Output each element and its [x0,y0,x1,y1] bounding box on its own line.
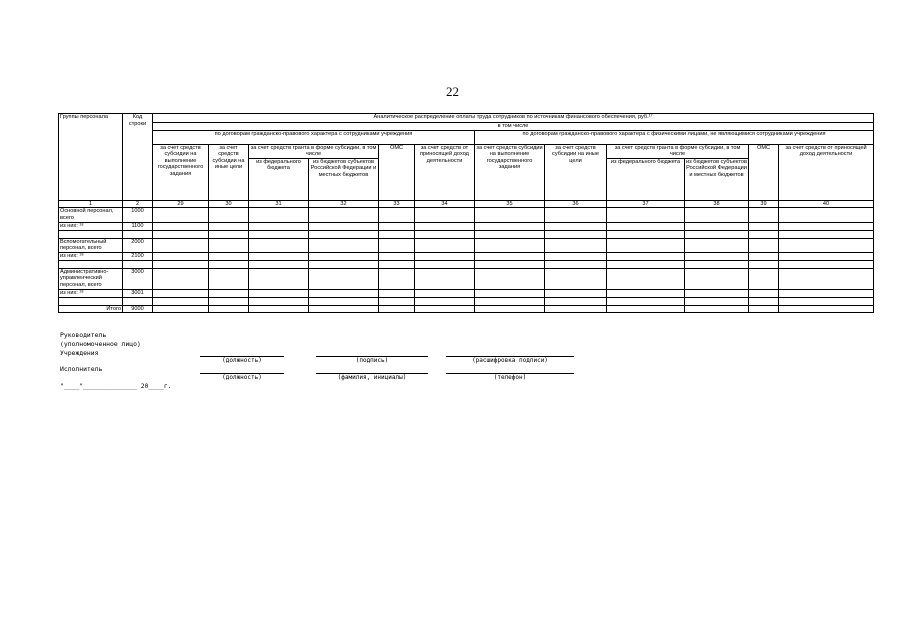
col-number: 31 [249,200,309,208]
value-cell[interactable] [379,230,415,238]
value-cell[interactable] [475,268,545,289]
value-cell[interactable] [249,238,309,252]
value-cell[interactable] [749,289,779,297]
value-cell[interactable] [415,252,475,260]
value-cell[interactable] [779,252,874,260]
value-cell[interactable] [249,230,309,238]
value-cell[interactable] [209,268,249,289]
row-code: 1100 [123,222,153,230]
value-cell[interactable] [415,238,475,252]
value-cell[interactable] [607,260,685,268]
value-cell[interactable] [249,208,309,222]
value-cell[interactable] [749,268,779,289]
value-cell[interactable] [685,289,749,297]
value-cell[interactable] [475,305,545,313]
table-row [59,305,874,313]
table-row [59,208,874,222]
value-cell[interactable] [779,305,874,313]
value-cell[interactable] [607,222,685,230]
value-cell[interactable] [153,268,209,289]
table-row [59,268,874,289]
value-cell[interactable] [379,222,415,230]
value-cell[interactable] [153,305,209,313]
row-code [123,230,153,238]
row-code: 2000 [123,238,153,252]
caption-position: (должность) [222,357,262,364]
value-cell[interactable] [685,222,749,230]
value-cell[interactable] [209,297,249,305]
value-cell[interactable] [545,238,607,252]
table-row [59,289,874,297]
value-cell[interactable] [415,268,475,289]
col2-oms: ОМС [749,144,779,200]
value-cell[interactable] [685,208,749,222]
col-number: 36 [545,200,607,208]
value-cell[interactable] [685,297,749,305]
value-cell[interactable] [309,230,379,238]
value-cell[interactable] [209,230,249,238]
value-cell[interactable] [749,230,779,238]
col-number: 29 [153,200,209,208]
value-cell[interactable] [379,297,415,305]
value-cell[interactable] [749,208,779,222]
value-cell[interactable] [249,260,309,268]
col2-federal: из федерального бюджета [607,158,685,200]
table-row [59,297,874,305]
row-label: из них: ¹⁸ [59,222,123,230]
col-number: 35 [475,200,545,208]
value-cell[interactable] [415,230,475,238]
value-cell[interactable] [749,260,779,268]
col-subsidy-other: за счет средств субсидии на иные цели [209,144,249,200]
value-cell[interactable] [475,230,545,238]
value-cell[interactable] [153,222,209,230]
value-cell[interactable] [545,208,607,222]
table-row [59,238,874,252]
value-cell[interactable] [779,260,874,268]
value-cell[interactable] [475,260,545,268]
row-label [59,260,123,268]
value-cell[interactable] [779,230,874,238]
value-cell[interactable] [475,297,545,305]
header-analytic: Аналитическое распределение оплаты труда сотрудников по источникам финансового обеспечения, руб.¹⁷ [153,114,874,123]
value-cell[interactable] [685,230,749,238]
value-cell[interactable] [379,268,415,289]
value-cell[interactable] [475,238,545,252]
value-cell[interactable] [309,289,379,297]
value-cell[interactable] [749,297,779,305]
value-cell[interactable] [209,238,249,252]
value-cell[interactable] [415,222,475,230]
row-label: Вспомогательный персонал, всего [59,238,123,252]
col-regional: из бюджетов субъектов Российской Федерации и местных бюджетов [309,158,379,200]
value-cell[interactable] [545,222,607,230]
value-cell[interactable] [249,305,309,313]
value-cell[interactable] [779,222,874,230]
value-cell[interactable] [153,208,209,222]
value-cell[interactable] [309,260,379,268]
value-cell[interactable] [415,289,475,297]
value-cell[interactable] [209,222,249,230]
row-label: Основной персонал, всего [59,208,123,222]
value-cell[interactable] [153,230,209,238]
value-cell[interactable] [779,268,874,289]
value-cell[interactable] [309,208,379,222]
value-cell[interactable] [685,305,749,313]
header-civil-employees: по договорам гражданско-правового характера с сотрудниками учреждения [153,130,475,144]
value-cell[interactable] [545,268,607,289]
value-cell[interactable] [685,238,749,252]
value-cell[interactable] [607,268,685,289]
value-cell[interactable] [153,260,209,268]
row-label [59,230,123,238]
col-number: 30 [209,200,249,208]
table-row [59,230,874,238]
value-cell[interactable] [607,238,685,252]
value-cell[interactable] [415,260,475,268]
report-table [58,113,874,313]
value-cell[interactable] [749,252,779,260]
value-cell[interactable] [379,208,415,222]
row-label [59,297,123,305]
col-number: 33 [379,200,415,208]
col2-grant: за счет средств гранта в форме субсидии, в том числе [607,144,749,158]
value-cell[interactable] [209,260,249,268]
value-cell[interactable] [475,252,545,260]
value-cell[interactable] [249,297,309,305]
value-cell[interactable] [379,289,415,297]
col2-subsidy-task: за счет средств субсидии на выполнение государственного задания [475,144,545,200]
col2-regional: из бюджетов субъектов Российской Федерации и местных бюджетов [685,158,749,200]
table-row [59,260,874,268]
value-cell[interactable] [607,230,685,238]
row-code: 2100 [123,252,153,260]
col-number: 38 [685,200,749,208]
value-cell[interactable] [545,305,607,313]
value-cell[interactable] [309,305,379,313]
value-cell[interactable] [779,289,874,297]
col-grant: за счет средств гранта в форме субсидии, в том числе [249,144,379,158]
row-label: из них: ¹⁸ [59,289,123,297]
value-cell[interactable] [415,297,475,305]
table-row [59,222,874,230]
value-cell[interactable] [415,208,475,222]
value-cell[interactable] [749,222,779,230]
value-cell[interactable] [475,222,545,230]
value-cell[interactable] [545,252,607,260]
col-oms: ОМС [379,144,415,200]
value-cell[interactable] [153,297,209,305]
row-label: Административно-управленческий персонал, всего [59,268,123,289]
value-cell[interactable] [749,305,779,313]
col-income: за счет средств от приносящей доход деятельности [415,144,475,200]
header-civil-persons: по договорам гражданско-правового характера с физическими лицами, не являющимися сотрудниками учреждения [475,130,874,144]
value-cell[interactable] [209,305,249,313]
value-cell[interactable] [607,208,685,222]
value-cell[interactable] [309,252,379,260]
row-label: из них: ¹⁸ [59,252,123,260]
value-cell[interactable] [749,238,779,252]
value-cell[interactable] [545,297,607,305]
value-cell[interactable] [379,252,415,260]
value-cell[interactable] [249,268,309,289]
value-cell[interactable] [209,208,249,222]
value-cell[interactable] [685,268,749,289]
row-code: 3000 [123,268,153,289]
col-number: 32 [309,200,379,208]
footer-head-3: Учреждения [60,349,99,357]
value-cell[interactable] [607,305,685,313]
page-number: 22 [446,84,459,99]
caption-position-2: (должность) [222,374,262,381]
value-cell[interactable] [209,289,249,297]
value-cell[interactable] [309,268,379,289]
value-cell[interactable] [209,252,249,260]
value-cell[interactable] [545,289,607,297]
row-code [123,297,153,305]
value-cell[interactable] [607,289,685,297]
value-cell[interactable] [607,297,685,305]
footer-head-2: (уполномоченное лицо) [60,340,141,348]
col-number: 39 [749,200,779,208]
value-cell[interactable] [545,260,607,268]
row-code: 3001 [123,289,153,297]
value-cell[interactable] [249,222,309,230]
col2-income: за счет средств от приносящей доход деятельности [779,144,874,200]
caption-decoding: (расшифровка подписи) [472,357,548,364]
value-cell[interactable] [153,252,209,260]
footer-head-1: Руководитель [60,331,107,339]
value-cell[interactable] [779,238,874,252]
col2-subsidy-other: за счет средств субсидии на иные цели [545,144,607,200]
value-cell[interactable] [685,260,749,268]
value-cell[interactable] [379,238,415,252]
col-number: 1 [59,200,123,208]
col-number: 37 [607,200,685,208]
col-subsidy-task: за счет средств субсидии на выполнение государственного задания [153,144,209,200]
date-line: "____"______________ 20____г. [60,382,172,390]
value-cell[interactable] [685,252,749,260]
table-row [59,252,874,260]
value-cell[interactable] [309,238,379,252]
row-code: 9000 [123,305,153,313]
value-cell[interactable] [475,289,545,297]
value-cell[interactable] [475,208,545,222]
value-cell[interactable] [779,297,874,305]
caption-phone: (телефон) [493,374,527,381]
value-cell[interactable] [309,297,379,305]
caption-signature: (подпись) [355,357,389,364]
col-federal: из федерального бюджета [249,158,309,200]
value-cell[interactable] [779,208,874,222]
header-including: в том числе [153,123,874,131]
value-cell[interactable] [249,252,309,260]
col-number: 2 [123,200,153,208]
value-cell[interactable] [153,289,209,297]
row-label: Итого [59,305,123,313]
value-cell[interactable] [415,305,475,313]
col-number: 34 [415,200,475,208]
row-code: 1000 [123,208,153,222]
row-code [123,260,153,268]
value-cell[interactable] [379,305,415,313]
caption-fio: (фамилия, инициалы) [337,374,407,381]
header-group: Группы персонала [59,114,123,201]
value-cell[interactable] [309,222,379,230]
value-cell[interactable] [153,238,209,252]
header-code: Код строки [123,114,153,201]
value-cell[interactable] [545,230,607,238]
value-cell[interactable] [249,289,309,297]
footer-executor: Исполнитель [60,365,103,373]
value-cell[interactable] [607,252,685,260]
value-cell[interactable] [379,260,415,268]
col-number: 40 [779,200,874,208]
